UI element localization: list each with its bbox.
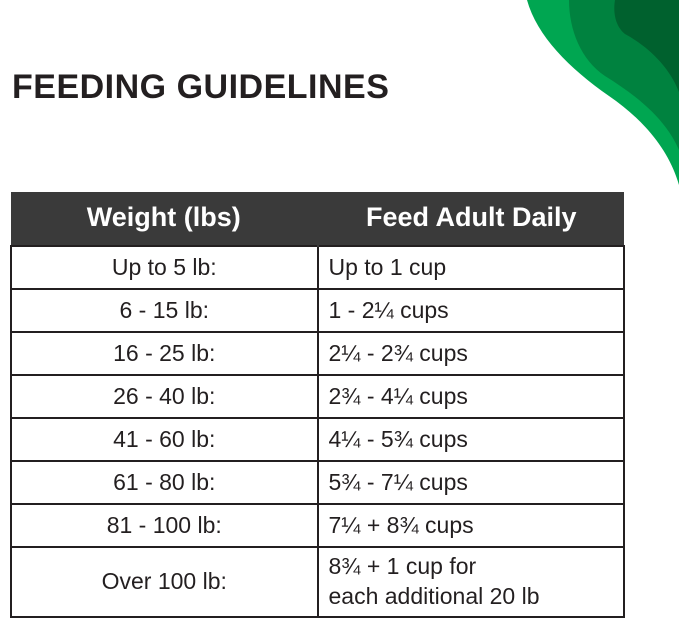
table-row [11,289,624,332]
cell-feed: 1 - 2¼ cups [318,289,625,332]
feeding-guidelines-table [10,192,625,618]
cell-weight: 61 - 80 lb: [11,461,318,504]
table-body [11,246,624,617]
cell-feed: 7¼ + 8¾ cups [318,504,625,547]
cell-feed [318,547,625,617]
cell-feed: 2¾ - 4¼ cups [318,375,625,418]
table-row [11,504,624,547]
cell-feed: 2¼ - 2¾ cups [318,332,625,375]
cell-feed: Up to 1 cup [318,246,625,289]
table-row [11,461,624,504]
column-header-feed: Feed Adult Daily [318,192,625,246]
table-row [11,418,624,461]
cell-feed: 4¼ - 5¾ cups [318,418,625,461]
feeding-table-container [10,192,625,618]
table-row [11,375,624,418]
cell-feed-line-2: each additional 20 lb [328,582,540,609]
table-row [11,246,624,289]
table-row [11,547,624,617]
cell-weight: 26 - 40 lb: [11,375,318,418]
cell-weight: Over 100 lb: [11,547,318,617]
cell-weight: 6 - 15 lb: [11,289,318,332]
column-header-weight: Weight (lbs) [11,192,318,246]
table-row [11,332,624,375]
page-title: FEEDING GUIDELINES [12,68,390,106]
cell-feed-line-1: 8¾ + 1 cup for [328,553,477,579]
cell-weight: Up to 5 lb: [11,246,318,289]
table-header [11,192,624,246]
cell-weight: 81 - 100 lb: [11,504,318,547]
cell-weight: 16 - 25 lb: [11,332,318,375]
green-swoosh-decoration [419,0,679,210]
cell-weight: 41 - 60 lb: [11,418,318,461]
cell-feed: 5¾ - 7¼ cups [318,461,625,504]
table-header-row [11,192,624,246]
